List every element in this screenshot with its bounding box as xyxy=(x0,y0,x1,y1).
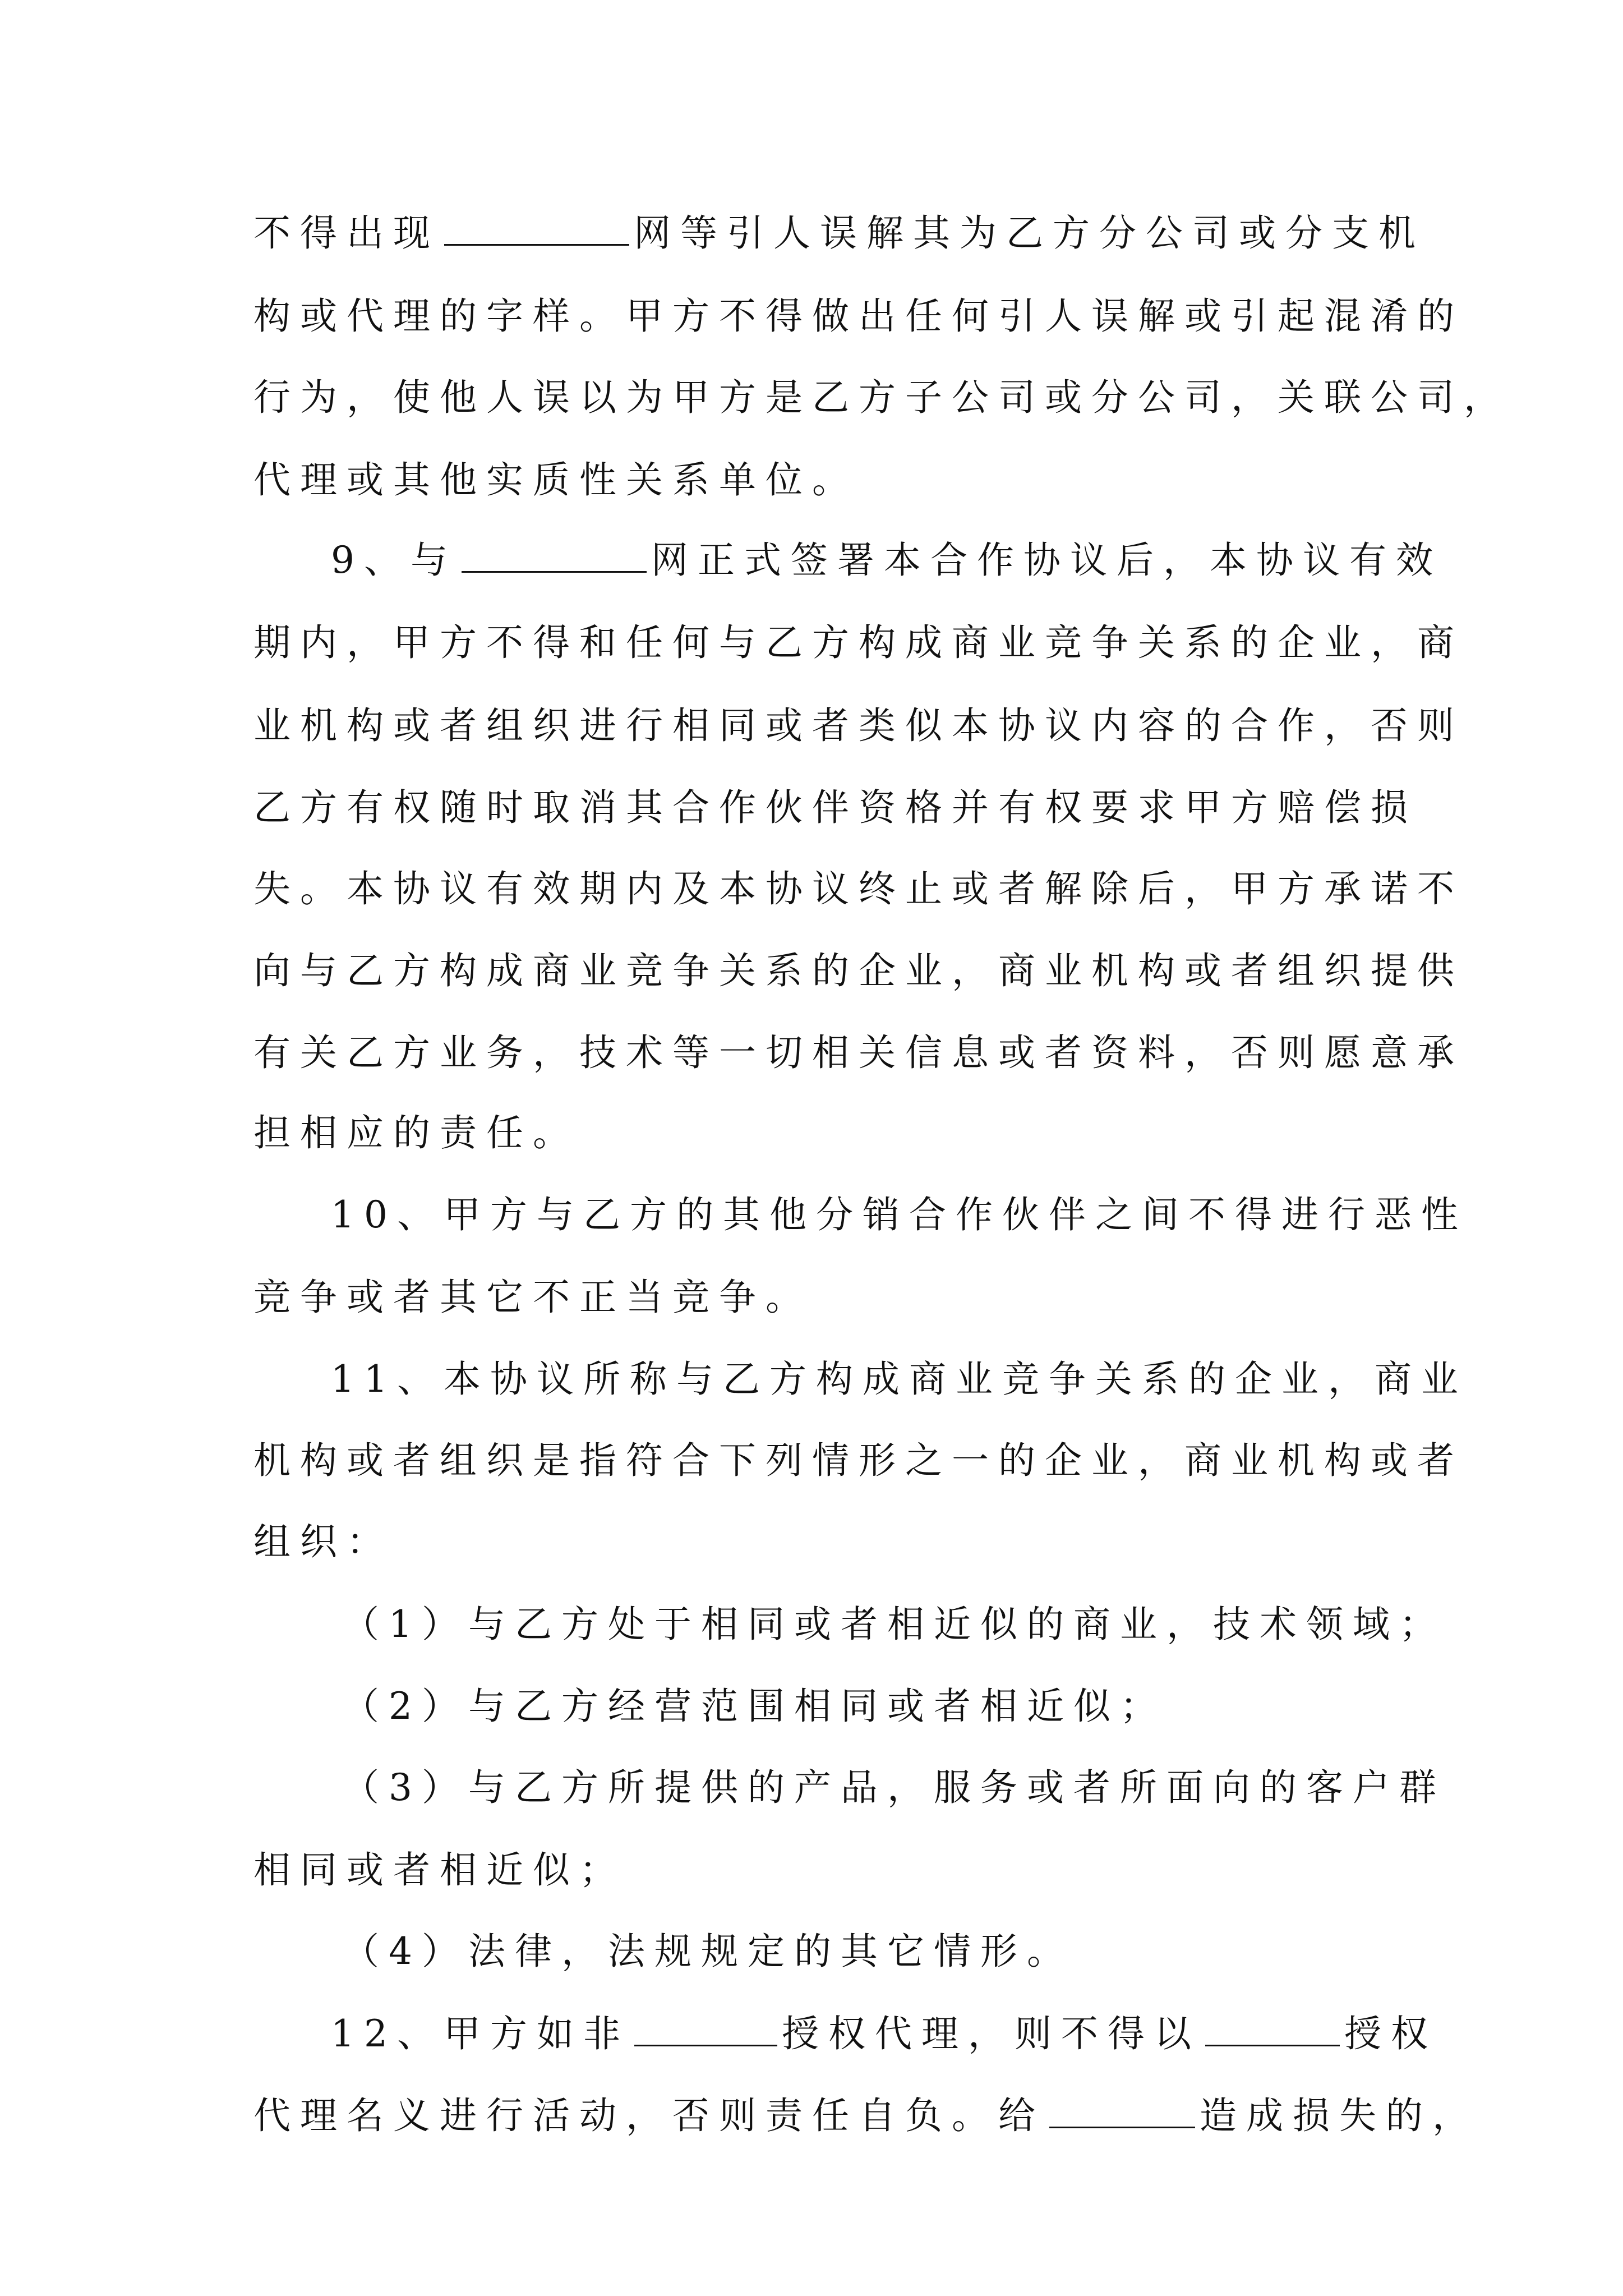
text-line: 组织： xyxy=(253,1520,393,1563)
text-segment: 授权代理，则不得以 xyxy=(781,2012,1201,2055)
text-line xyxy=(253,209,1425,258)
text-segment: 网等引人误解其为乙方分公司或分支机 xyxy=(634,211,1425,255)
blank-underline xyxy=(462,542,647,573)
list-item: （2）与乙方经营范围相同或者相近似； xyxy=(342,1685,1166,1728)
text-segment: 造成损失的， xyxy=(1200,2094,1479,2137)
blank-underline xyxy=(1205,2016,1340,2046)
text-segment: 12、甲方如非 xyxy=(331,2012,630,2055)
list-item: （1）与乙方处于相同或者相近似的商业，技术领域； xyxy=(342,1603,1446,1646)
text-line: 失。本协议有效期内及本协议终止或者解除后，甲方承诺不 xyxy=(253,867,1464,910)
text-line: 10、甲方与乙方的其他分销合作伙伴之间不得进行恶性 xyxy=(331,1193,1468,1236)
text-segment: 网正式签署本合作协议后，本协议有效 xyxy=(651,539,1442,582)
text-segment: 9、与 xyxy=(331,539,457,582)
text-segment: 代理名义进行活动，否则责任自负。给 xyxy=(253,2094,1045,2137)
text-line: 有关乙方业务，技术等一切相关信息或者资料，否则愿意承 xyxy=(253,1031,1464,1074)
text-line: 竞争或者其它不正当竞争。 xyxy=(253,1276,812,1319)
text-line: 相同或者相近似； xyxy=(253,1848,626,1892)
text-line: 业机构或者组织进行相同或者类似本协议内容的合作，否则 xyxy=(253,704,1464,747)
text-line: 担相应的责任。 xyxy=(253,1111,579,1154)
text-line: 向与乙方构成商业竞争关系的企业，商业机构或者组织提供 xyxy=(253,949,1464,992)
list-item: （4）法律，法规规定的其它情形。 xyxy=(342,1930,1073,1973)
text-line xyxy=(253,2091,1479,2141)
text-segment: 授权 xyxy=(1344,2012,1437,2055)
blank-underline xyxy=(1049,2097,1195,2128)
text-line xyxy=(331,536,1442,585)
text-line: 机构或者组织是指符合下列情形之一的企业，商业机构或者 xyxy=(253,1439,1464,1482)
blank-underline xyxy=(444,215,629,246)
text-segment: 不得出现 xyxy=(253,211,440,255)
text-line: 代理或其他实质性关系单位。 xyxy=(253,458,859,501)
text-line: 行为，使他人误以为甲方是乙方子公司或分公司，关联公司， xyxy=(253,376,1510,419)
blank-underline xyxy=(634,2016,777,2046)
text-line: 构或代理的字样。甲方不得做出任何引人误解或引起混淆的 xyxy=(253,295,1464,338)
text-line: 11、本协议所称与乙方构成商业竞争关系的企业，商业 xyxy=(331,1358,1468,1401)
text-line: 乙方有权随时取消其合作伙伴资格并有权要求甲方赔偿损 xyxy=(253,786,1417,829)
text-line xyxy=(331,2009,1437,2059)
list-item: （3）与乙方所提供的产品，服务或者所面向的客户群 xyxy=(342,1766,1446,1809)
text-line: 期内，甲方不得和任何与乙方构成商业竞争关系的企业，商 xyxy=(253,621,1464,664)
